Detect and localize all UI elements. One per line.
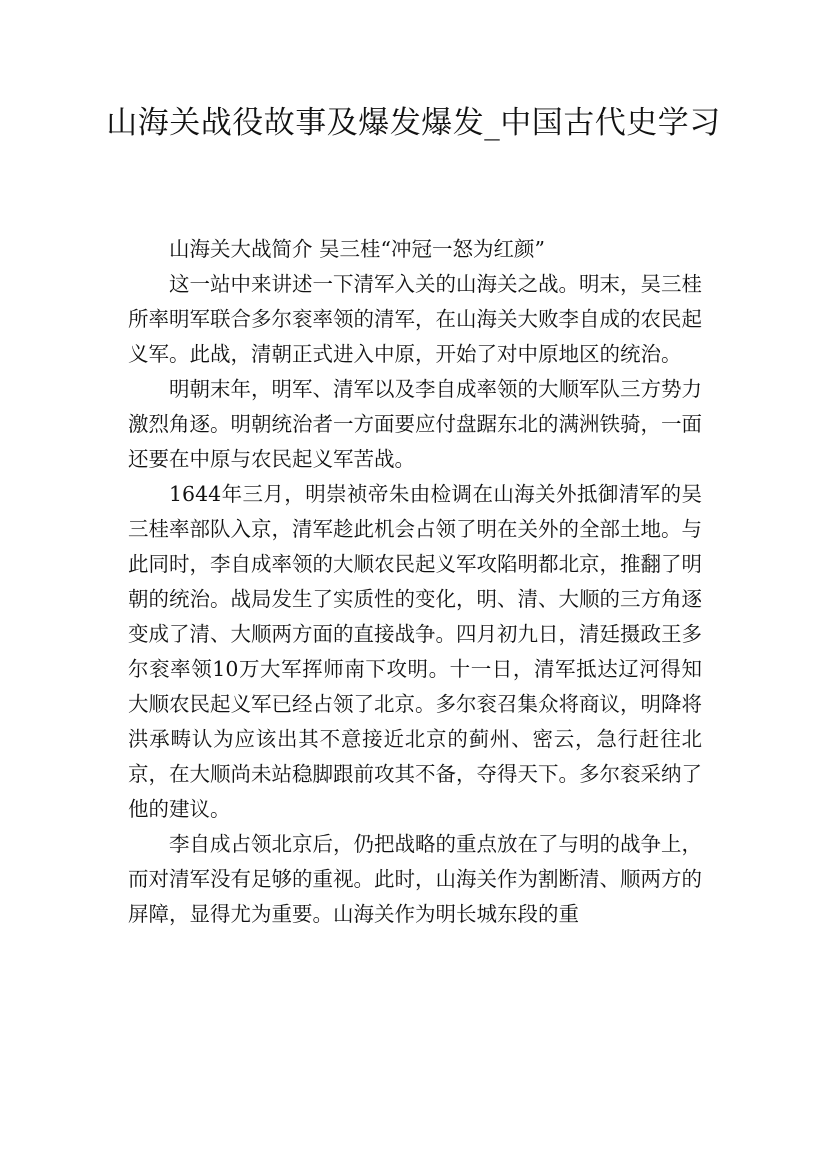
paragraph-2: 明朝末年，明军、清军以及李自成率领的大顺军队三方势力激烈角逐。明朝统治者一方面要应付盘踞东北的满洲铁骑，一面还要在中原与农民起义军苦战。	[128, 377, 702, 471]
document-title: 山海关战役故事及爆发爆发_中国古代史学习	[106, 105, 721, 141]
paragraph-1: 这一站中来讲述一下清军入关的山海关之战。明末，吴三桂所率明军联合多尔衮率领的清军，在山海关大败李自成的农民起义军。此战，清朝正式进入中原，开始了对中原地区的统治。	[128, 272, 702, 366]
paragraph-4: 李自成占领北京后，仍把战略的重点放在了与明的战争上，而对清军没有足够的重视。此时，山海关作为割断清、顺两方的屏障，显得尤为重要。山海关作为明长城东段的重	[128, 832, 702, 926]
paragraph-3: 1644年三月，明崇祯帝朱由检调在山海关外抵御清军的吴三桂率部队入京，清军趁此机会占领了明在关外的全部土地。与此同时，李自成率领的大顺农民起义军攻陷明都北京，推翻了明朝的统治。战局发生了实质性的变化，明、清、大顺的三方角逐变成了清、大顺两方面的直接战争。四月初九日，清廷摄政王多尔衮率领10万大军挥师南下攻明。十一日，清军抵达辽河得知大顺农民起义军已经占领了北京。多尔衮召集众将商议，明降将洪承畴认为应该出其不意接近北京的蓟州、密云，急行赶往北京，在大顺尚未站稳脚跟前攻其不备，夺得天下。多尔衮采纳了他的建议。	[128, 482, 702, 821]
document-body	[128, 232, 702, 932]
section-subheading: 山海关大战简介 吴三桂“冲冠一怒为红颜”	[169, 237, 545, 261]
